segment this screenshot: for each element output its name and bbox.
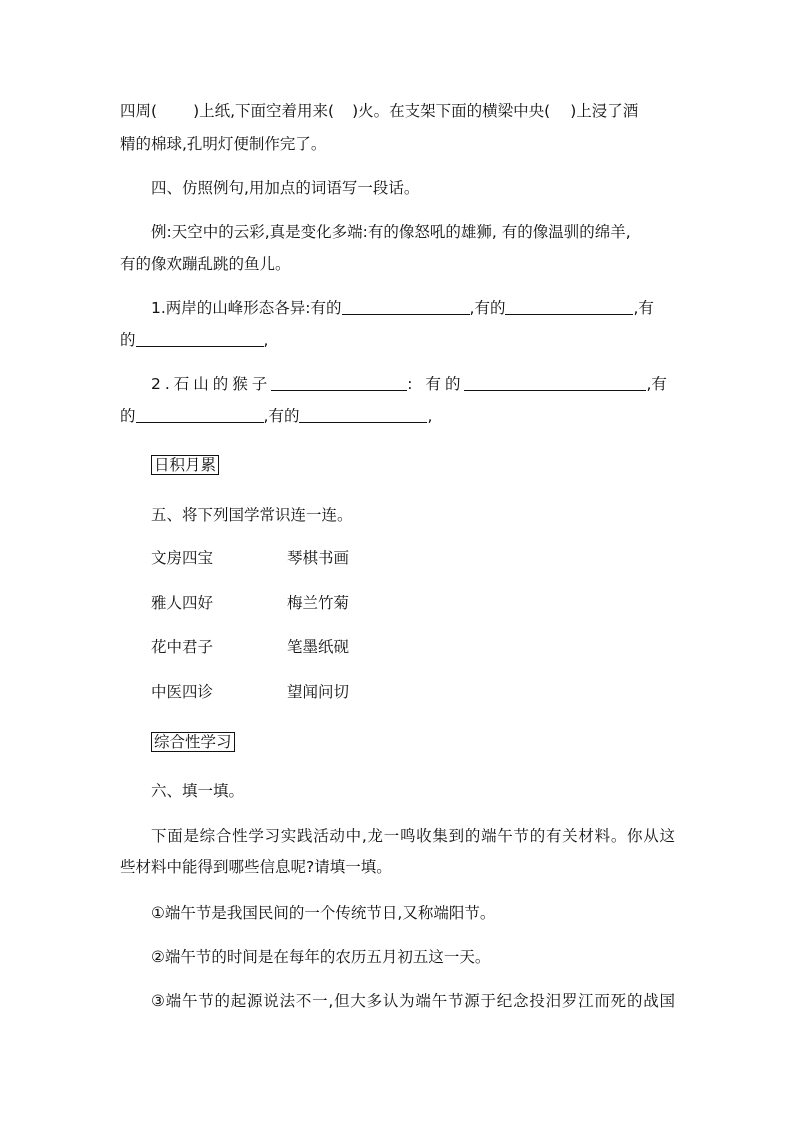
q2-line2-mid: ,有的	[263, 407, 300, 425]
match-left-item[interactable]: 花中君子	[151, 638, 214, 656]
example-line1: 例:天空中的云彩,真是变化多端:有的像怒吼的雄狮, 有的像温驯的绵羊,	[151, 223, 631, 241]
match-left-item[interactable]: 文房四宝	[151, 549, 214, 567]
q2-line2-end: ,	[427, 407, 433, 425]
section3-line1	[120, 101, 675, 121]
text-fragment: )上浸了酒	[570, 102, 639, 120]
box-label-accumulation	[151, 455, 675, 475]
q2-lead: 2.石山的猴子	[151, 375, 272, 393]
boxed-heading: 综合性学习	[151, 732, 235, 752]
q2-blank1[interactable]	[271, 374, 407, 391]
text-fragment: )火。在支架下面的横梁中央(	[352, 102, 551, 120]
section6-item2: ②端午节的时间是在每年的农历五月初五这一天。	[151, 948, 491, 966]
q1-line2-lead: 的	[120, 331, 136, 349]
q2-line1	[151, 374, 675, 394]
q1-blank3[interactable]	[136, 330, 264, 347]
q2-blank2[interactable]	[464, 374, 646, 391]
q2-tail: ,有	[646, 375, 667, 393]
section5-heading: 五、将下列国学常识连一连。	[151, 506, 353, 524]
section4-heading: 四、仿照例句,用加点的词语写一段话。	[151, 179, 420, 197]
box-label-comprehensive-study	[151, 732, 675, 752]
q2-line2	[120, 406, 675, 426]
q1-line2-end: ,	[263, 331, 269, 349]
match-left-item[interactable]: 中医四诊	[151, 683, 214, 701]
q2-mid: : 有的	[407, 375, 465, 393]
match-right-item[interactable]: 望闻问切	[287, 683, 350, 701]
section6-heading: 六、填一填。	[151, 782, 245, 800]
boxed-heading: 日积月累	[151, 455, 219, 475]
q1-tail: ,有	[633, 299, 654, 317]
match-right-item[interactable]: 琴棋书画	[287, 549, 350, 567]
q1-lead: 1.两岸的山峰形态各异:有的	[151, 299, 342, 317]
match-left-item[interactable]: 雅人四好	[151, 594, 214, 612]
section6-intro-line1: 下面是综合性学习实践活动中,龙一鸣收集到的端午节的有关材料。你从这	[151, 827, 675, 845]
section6-item3: ③端午节的起源说法不一,但大多认为端午节源于纪念投汨罗江而死的战国	[151, 992, 675, 1010]
section3-line2: 精的棉球,孔明灯便制作完了。	[120, 135, 327, 153]
match-right-item[interactable]: 梅兰竹菊	[287, 594, 350, 612]
q1-line2	[120, 330, 675, 350]
text-fragment: 四周(	[120, 102, 158, 120]
q2-blank3[interactable]	[136, 406, 264, 423]
example-line2: 有的像欢蹦乱跳的鱼儿。	[120, 255, 291, 273]
q2-line2-lead: 的	[120, 407, 136, 425]
q1-mid: ,有的	[469, 299, 506, 317]
section6-item1: ①端午节是我国民间的一个传统节日,又称端阳节。	[151, 904, 496, 922]
q1-line1	[151, 298, 675, 318]
text-fragment: )上纸,下面空着用来(	[193, 102, 335, 120]
q2-blank4[interactable]	[299, 406, 427, 423]
match-right-item[interactable]: 笔墨纸砚	[287, 638, 350, 656]
section6-intro-line2: 些材料中能得到哪些信息呢?请填一填。	[120, 858, 392, 876]
q1-blank2[interactable]	[505, 298, 633, 315]
q1-blank1[interactable]	[342, 298, 470, 315]
